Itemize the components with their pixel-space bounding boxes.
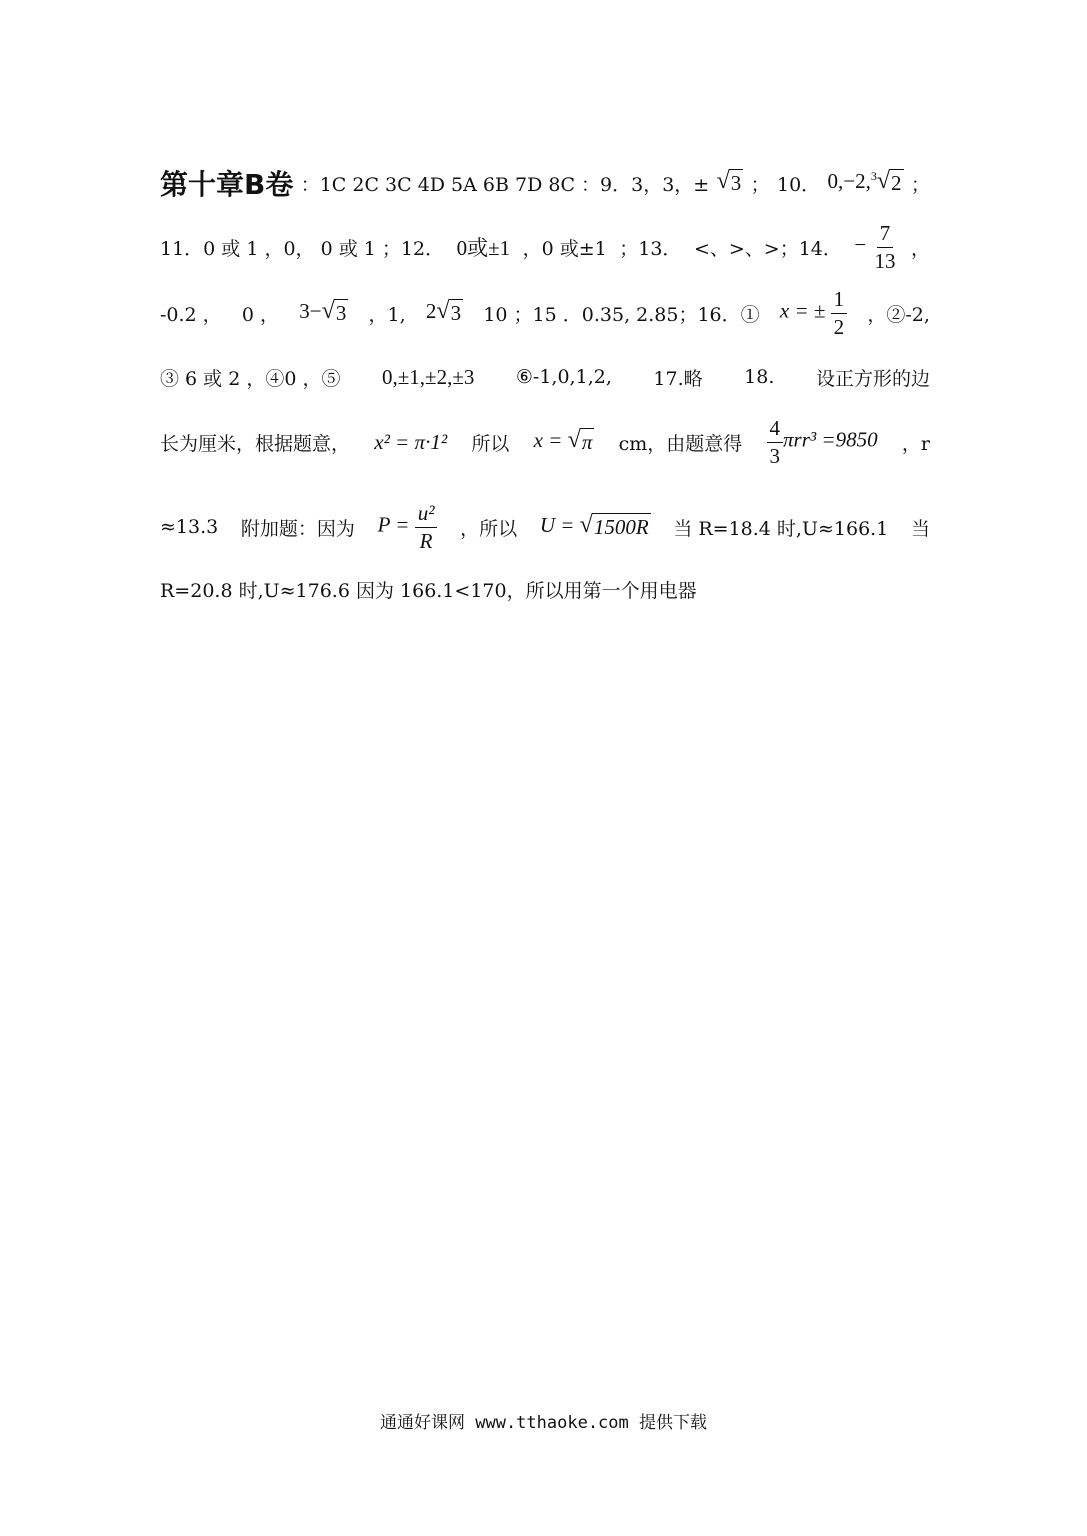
answer-text: cm，由题意得 [618, 432, 743, 455]
answer-text: ⑥-1,0,1,2, [515, 366, 612, 388]
answer-text: ≈13.3 [160, 516, 219, 538]
answer-line-6 [160, 502, 930, 552]
answer-line-4 [160, 352, 930, 402]
math-expression: x = √ π [533, 427, 593, 455]
separator: ； [910, 173, 930, 196]
answer-text: 当 [910, 517, 930, 540]
answer-12-part: ，0 或±1 [522, 237, 607, 260]
math-expression: 2 √ 3 [425, 298, 462, 326]
answer-text: 当 R=18.4 时,U≈166.1 [673, 517, 889, 540]
answers-11-12: 11．0 或 1 ，0， 0 或 1 ；12． [160, 237, 445, 260]
question-number: 18. [744, 366, 775, 388]
math-expression: x² = π·1² [374, 429, 448, 454]
sqrt-expression: √ 3 [716, 168, 742, 196]
math-expression: x = ± $\frac{1}{2}$ [780, 287, 847, 338]
answer-line-2 [160, 222, 930, 272]
answer-text: 附加题：因为 [240, 517, 355, 540]
answer-text: 0 ， [241, 303, 280, 326]
answer-line-3 [160, 288, 930, 338]
answer-line-1 [160, 158, 930, 208]
answers-1-9: ：1C 2C 3C 4D 5A 6B 7D 8C ：9．3，3，± [300, 173, 710, 196]
math-expression: 3− √ 3 [299, 298, 347, 326]
math-answer-10: 0,−2,$^3$ √ 2 [827, 168, 902, 196]
separator: ； [750, 173, 770, 196]
answer-text: -0.2 ， [160, 303, 222, 326]
question-number: 10． [776, 173, 821, 196]
answers-13-14: <、>、>；14． [693, 237, 842, 260]
footer-text: 通通好课网 www.tthaoke.com 提供下载 [380, 1413, 707, 1433]
answer-text: ③ 6 或 2 ，④0 ，⑤ [160, 367, 341, 390]
answer-line-7 [160, 564, 930, 614]
answer-text: ，r [901, 432, 930, 455]
fraction-expression: − $\frac{7}{13}$ [854, 221, 896, 273]
answers-15-16: 10 ；15 ．0.35, 2.85；16．① [483, 303, 760, 326]
answer-text: ，1, [368, 303, 406, 326]
answer-text: R=20.8 时,U≈176.6 因为 166.1<170，所以用第一个用电器 [160, 579, 697, 602]
answer-text: ，所以 [460, 517, 518, 540]
chapter-title: 第十章B卷 [160, 168, 294, 201]
answer-text: ，②-2, [867, 303, 930, 326]
answer-line-5 [160, 417, 930, 467]
answer-text: 设正方形的边 [815, 367, 930, 390]
question-number: ；13． [619, 237, 682, 260]
answer-text: 所以 [471, 432, 510, 455]
separator: ， [910, 237, 930, 260]
math-answer-12: 0或±1 [456, 236, 511, 260]
math-expression: U = √ 1500R [539, 512, 649, 540]
math-expression: $\frac{4}{3}$ πrr³ =9850 [767, 416, 878, 467]
math-expression: P = $\frac{\text{u²}}{R}$ [378, 501, 438, 552]
answer-text: 长为厘米，根据题意， [160, 432, 351, 455]
math-expression: 0,±1,±2,±3 [382, 364, 475, 389]
answer-text: 17.略 [653, 367, 703, 390]
